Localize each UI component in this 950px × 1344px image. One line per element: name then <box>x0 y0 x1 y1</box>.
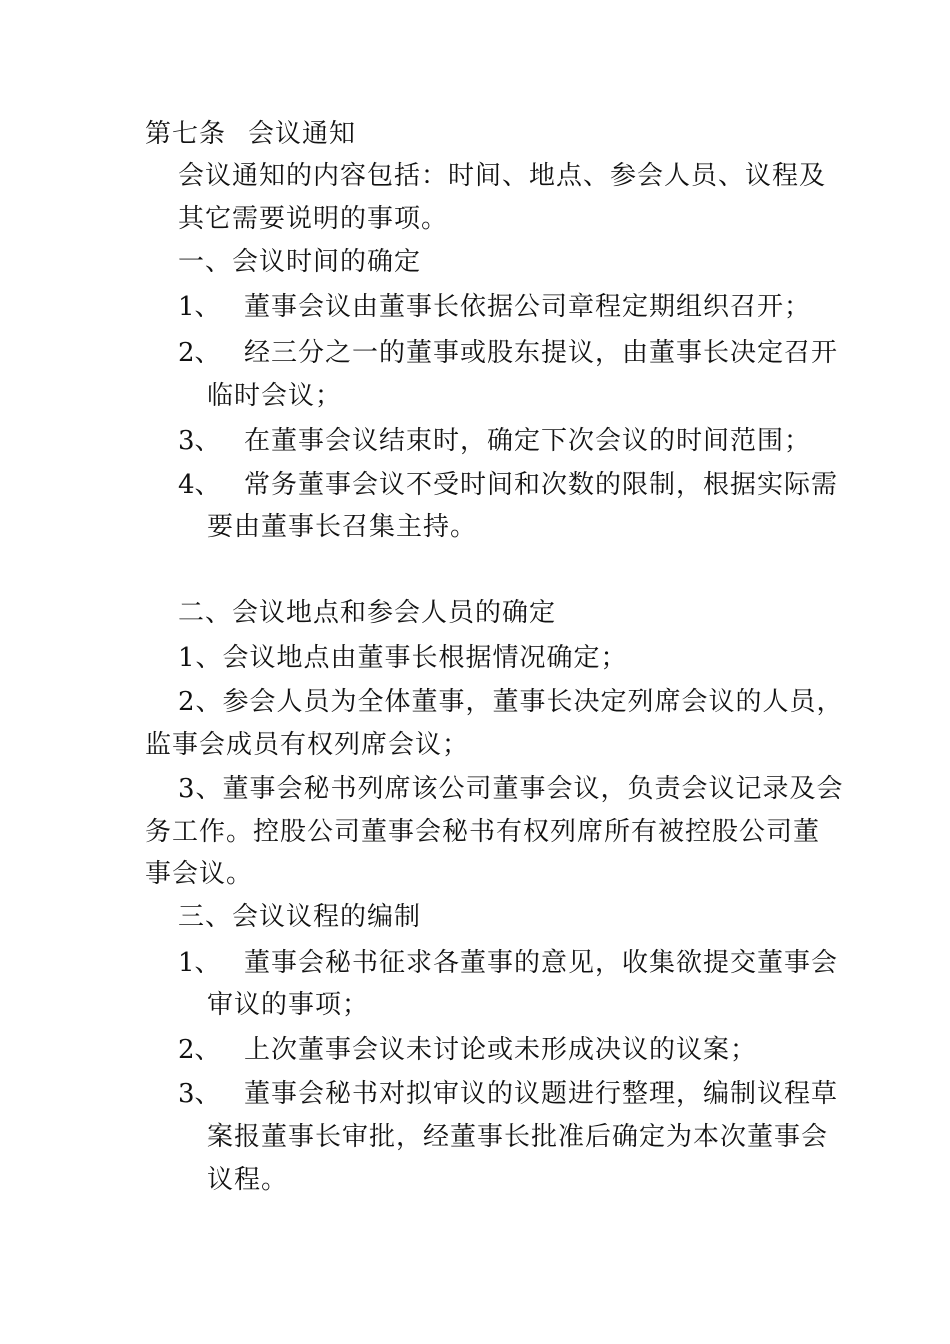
section-3-item-2-number: 2、 <box>178 1035 221 1065</box>
section-1-item-1-number: 1、 <box>178 292 221 322</box>
section-2-paragraph-1: 1、会议地点由董事长根据情况确定； <box>178 643 628 673</box>
section-3-item-1-text: 董事会秘书征求各董事的意见，收集欲提交董事会 <box>244 948 839 978</box>
section-2-heading: 二、会议地点和参会人员的确定 <box>178 598 557 628</box>
section-1-item-2-text-cont: 临时会议； <box>207 381 343 411</box>
section-2-paragraph-3-cont-2: 事会议。 <box>145 859 254 889</box>
intro-line-1: 会议通知的内容包括：时间、地点、参会人员、议程及 <box>178 161 827 191</box>
section-1-item-2-text: 经三分之一的董事或股东提议，由董事长决定召开 <box>244 338 839 368</box>
section-2-paragraph-2-cont: 监事会成员有权列席会议； <box>145 730 470 760</box>
section-1-item-4-text-cont: 要由董事长召集主持。 <box>207 512 478 542</box>
section-3-item-3-number: 3、 <box>178 1079 221 1109</box>
section-3-heading: 三、会议议程的编制 <box>178 902 422 932</box>
section-3-item-1-number: 1、 <box>178 948 221 978</box>
section-1-item-3-number: 3、 <box>178 426 221 456</box>
section-1-item-3-text: 在董事会议结束时，确定下次会议的时间范围； <box>244 426 812 456</box>
section-3-item-3-text-cont-1: 案报董事长审批，经董事长批准后确定为本次董事会 <box>207 1122 829 1152</box>
section-3-item-3-text: 董事会秘书对拟审议的议题进行整理，编制议程草 <box>244 1079 839 1109</box>
section-1-item-4-text: 常务董事会议不受时间和次数的限制，根据实际需 <box>244 470 839 500</box>
article-number: 第七条 <box>145 119 227 149</box>
section-3-item-2-text: 上次董事会议未讨论或未形成决议的议案； <box>244 1035 758 1065</box>
section-1-item-4-number: 4、 <box>178 470 221 500</box>
section-3-item-3-text-cont-2: 议程。 <box>207 1165 289 1195</box>
section-2-paragraph-2: 2、参会人员为全体董事，董事长决定列席会议的人员， <box>178 687 844 717</box>
section-1-item-1-text: 董事会议由董事长依据公司章程定期组织召开； <box>244 292 812 322</box>
intro-line-2: 其它需要说明的事项。 <box>178 204 449 234</box>
section-3-item-1-text-cont: 审议的事项； <box>207 990 370 1020</box>
section-1-heading: 一、会议时间的确定 <box>178 247 422 277</box>
section-2-paragraph-3: 3、董事会秘书列席该公司董事会议，负责会议记录及会 <box>178 774 844 804</box>
section-1-item-2-number: 2、 <box>178 338 221 368</box>
article-title: 会议通知 <box>248 119 357 149</box>
section-2-paragraph-3-cont-1: 务工作。控股公司董事会秘书有权列席所有被控股公司董 <box>145 817 821 847</box>
